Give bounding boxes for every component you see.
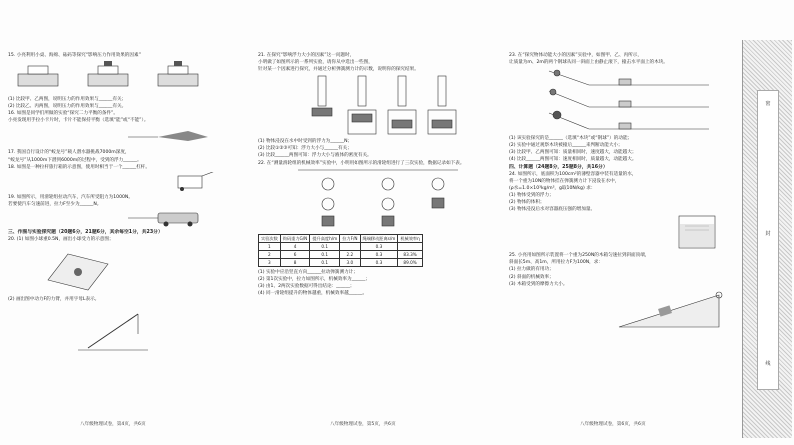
q23-text-2: 让质量为m、2m的两个钢球从同一斜面上由静止滚下，撞击水平面上的木块。 — [509, 60, 668, 66]
q24-part3: (3) 物体浸没后水对容器底压强的增加量。 — [509, 207, 596, 213]
q23-part1: (1) 该实验探究的是______（选填“木块”或“钢球”）的动能； — [509, 136, 633, 142]
table-cell — [340, 242, 360, 250]
table-row — [259, 258, 423, 266]
q24-text: 24. 如图所示，底面积为100cm²的薄壁容器中装有适量的水， — [509, 171, 637, 177]
table-cell: 8 — [280, 258, 310, 266]
binding-strip — [742, 40, 792, 438]
q17-text: 17. 我国自行设计的“蛟龙号”载人潜水器挑战7000m深度， — [8, 150, 130, 156]
q21-part1: (1) 物体浸没在水中时受到的浮力为______N； — [258, 139, 353, 145]
q18-figure — [8, 172, 228, 192]
q22-part1: (1) 实验中应沿竖直方向______拉动弹簧测力计； — [258, 270, 358, 276]
seal-char: 封 — [765, 231, 771, 237]
page-4-column — [8, 52, 244, 432]
table-cell: 0.1 — [310, 258, 340, 266]
q21-text-3: 针对某一个因素进行探究，并通过分析弹簧测力计的示数，说明你的探究结果。 — [258, 67, 419, 73]
q20-part2: (2) 画出图中动力F的力臂，并用字母L表示。 — [8, 297, 100, 303]
q16-figure — [8, 125, 228, 147]
page-4-footer: 八年级物理试卷，第4页，共6页 — [80, 422, 146, 427]
table-cell: 4 — [280, 242, 310, 250]
table-header-row — [259, 234, 423, 242]
table-cell: 89.0% — [398, 258, 422, 266]
table-header: 拉力F/N — [340, 234, 360, 242]
table-cell — [398, 242, 422, 250]
table-header: 提升高度h/m — [310, 234, 340, 242]
section-4-heading: 四、计算题（24题8分，25题8分，共16分） — [509, 164, 608, 170]
page-6-column — [509, 52, 739, 432]
q22-data-table — [258, 234, 423, 267]
q24-part1: (1) 物体受到的浮力； — [509, 192, 554, 198]
table-cell: 6 — [280, 250, 310, 258]
q16-part: 小亮发现用手拉小卡片时，卡片不能保持平衡（选填“能”或“不能”）。 — [8, 118, 149, 124]
seal-char: 线 — [765, 361, 771, 367]
q25-part2: (2) 斜面的机械效率； — [509, 274, 554, 280]
q23-figure — [509, 67, 729, 133]
table-cell: 0.3 — [360, 258, 398, 266]
q23-part4: (4) 比较______两图可知：速度相同时，质量越大，动能越大。 — [509, 157, 637, 163]
q22-part2: (2) 第1次实验中，拉力如图所示，机械效率为______； — [258, 277, 370, 283]
q22-part3: (3) 由1、2两次实验数据可得出结论：______； — [258, 284, 355, 290]
q25-part1: (1) 拉力做的有用功； — [509, 267, 554, 273]
q21-figure — [258, 74, 488, 136]
table-cell: 0.3 — [360, 250, 398, 258]
q19-figure — [8, 209, 228, 227]
q22-part4: (4) 同一滑轮组提升的物体越重，机械效率越______。 — [258, 291, 368, 297]
q25-figure — [509, 289, 729, 329]
table-cell: 2.2 — [340, 250, 360, 258]
q21-text-2: 小明做了如图所示的一系列实验，请你从中选出一些图， — [258, 60, 373, 66]
q21-text: 21. 在探究“影响浮力大小的因素”这一问题时， — [258, 53, 355, 58]
q23-part2: (2) 实验中通过观察木块被撞后______来判断动能大小； — [509, 143, 623, 149]
table-header: 钩码重力G/N — [280, 234, 310, 242]
table-cell: 0.3 — [360, 242, 398, 250]
table-cell: 3.0 — [340, 258, 360, 266]
q24-text-3: (ρ水=1.0×10³kg/m³，g取10N/kg) 求： — [509, 185, 596, 191]
q23-part3: (3) 比较甲、乙两图可知：质量相同时，速度越大，动能越大； — [509, 150, 637, 156]
seal-char: 密 — [765, 101, 771, 107]
q25-text-2: 斜面长5m、高1m，所用拉力F为100N，求： — [509, 260, 603, 266]
table-header: 绳端移动距离s/m — [360, 234, 398, 242]
table-cell: 2 — [259, 250, 281, 258]
table-cell: 83.3% — [398, 250, 422, 258]
q19-text: 19. 如图所示，用滑轮组拉动汽车，汽车所受阻力为1000N。 — [8, 194, 133, 200]
q17-part: “蛟龙号”从1000m下潜到6000m的过程中，受到的浮力______。 — [8, 157, 142, 163]
q21-part3: (3) 比较______两图可知：浮力大小与液体的密度有关。 — [258, 153, 372, 159]
q24-text-2: 将一个重为10N的物体挂在弹簧测力计下浸没在水中， — [509, 178, 620, 184]
q21-part2: (2) 比较①②③可知：浮力大小与______有关； — [258, 146, 352, 152]
q20-figure-a — [8, 244, 228, 294]
q15-text: 15. 小亮利用小桌、海绵、砝码等探究“影响压力作用效果的因素” — [8, 53, 141, 58]
table-row — [259, 242, 423, 250]
q18-text: 18. 如图是一种拉杆旅行箱的示意图，使用时相当于一个______杠杆。 — [8, 164, 150, 170]
q23-text: 23. 在“探究物体动能大小的因素”实验中，如图甲、乙、丙所示， — [509, 53, 642, 58]
q25-text: 25. 小亮用如图所示装置将一个重为250N的木箱匀速拉到斜面顶端， — [509, 253, 650, 259]
table-header: 机械效率η — [398, 234, 422, 242]
q24-part2: (2) 物体的体积； — [509, 200, 545, 206]
q15-figure — [8, 60, 208, 94]
q19-part: 若要使汽车匀速前进，拉力F至少为______N。 — [8, 201, 102, 207]
table-cell: 0.1 — [310, 242, 340, 250]
q16-text: 16. 如图是同学们所做的实验“探究二力平衡的条件”。 — [8, 111, 118, 117]
q15-part2: (2) 比较乙、丙两图，说明压力的作用效果与______有关。 — [8, 104, 127, 110]
table-cell: 3 — [259, 258, 281, 266]
table-cell: 1 — [259, 242, 281, 250]
q25-part3: (3) 木箱受到的摩擦力大小。 — [509, 281, 568, 287]
q22-text: 22. 在“测量滑轮组的机械效率”实验中，小明用如图所示的滑轮组进行了三次实验，数据记录如下表。 — [258, 160, 465, 166]
page-6-footer: 八年级物理试卷，第6页，共6页 — [580, 422, 646, 427]
table-cell: 0.1 — [310, 250, 340, 258]
q15-part1: (1) 比较甲、乙两图，说明压力的作用效果与______有关； — [8, 97, 127, 103]
table-row — [259, 250, 423, 258]
q20-part1: 20. (1) 如图小球重0.5N，画出小球受力的示意图； — [8, 237, 114, 243]
page-5-column — [258, 52, 496, 432]
section-3-heading: 三、作图与实验探究题（20题6分，21题6分，其余每空1分，共23分） — [8, 229, 163, 235]
binding-box — [757, 90, 779, 390]
q20-figure-b — [8, 304, 228, 354]
q22-figure — [258, 168, 488, 232]
q24-figure — [509, 214, 729, 250]
table-header: 实验次数 — [259, 234, 281, 242]
page-5-footer: 八年级物理试卷，第5页，共6页 — [330, 422, 396, 427]
